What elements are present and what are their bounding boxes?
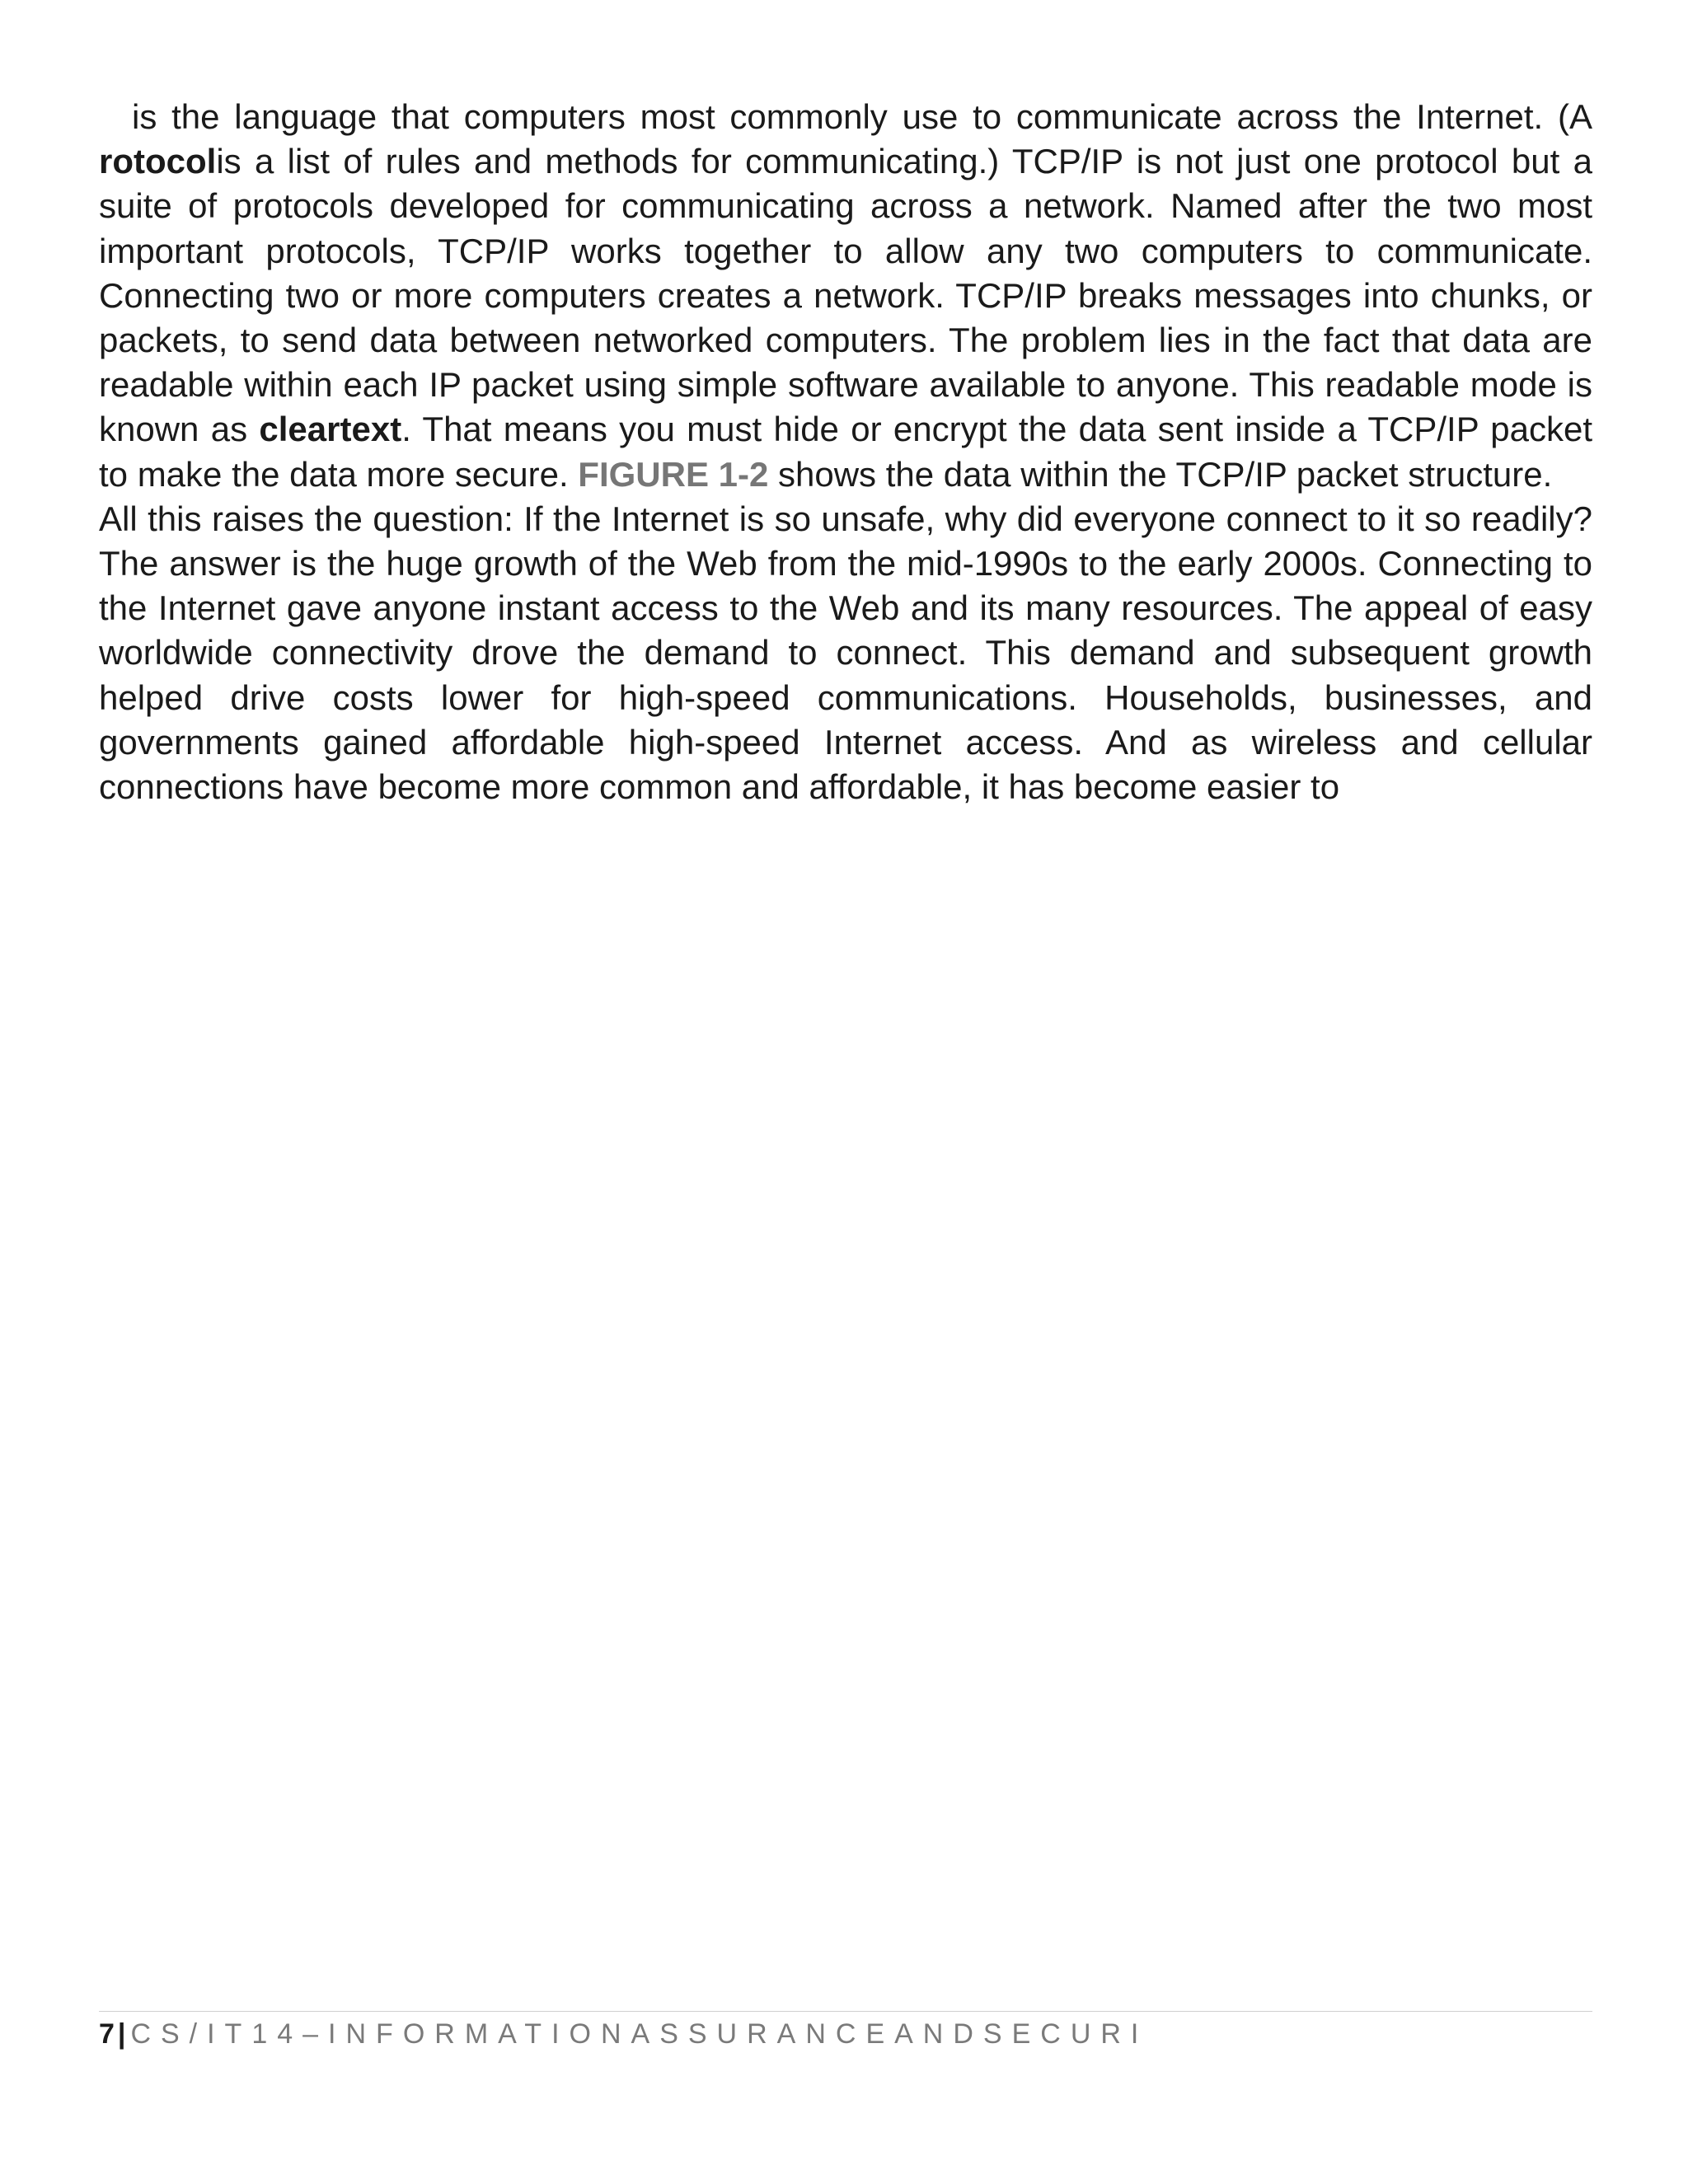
course-title: CS/IT14–INFORMATIONASSURANCEANDSECURI — [130, 2018, 1149, 2050]
footer-divider — [99, 2011, 1592, 2012]
term-protocol: rotocol — [99, 142, 217, 181]
body-text — [99, 95, 1592, 809]
paragraph-1 — [99, 95, 1592, 497]
paragraph-1-text-a: is the language that computers most commonly use to communicate across the Internet. (A — [132, 97, 1592, 136]
figure-reference: FIGURE 1-2 — [578, 454, 769, 494]
paragraph-2: All this raises the question: If the Internet is so unsafe, why did everyone connect to it so readily? The answer is the huge growth of the Web from the mid-1990s to the early 2000s. Connecting to the Internet gave anyone instant access to the Web and its many resources. The appeal of easy worldwide connectivity drove the demand to connect. This demand and subsequent growth helped drive costs lower for high-speed communications. Households, businesses, and governments gained affordable high-speed Internet access. And as wireless and cellular connections have become more common and affordable, it has become easier to — [99, 499, 1592, 807]
page-footer — [99, 2016, 1148, 2052]
footer-separator: | — [117, 2018, 126, 2050]
term-cleartext: cleartext — [259, 410, 402, 449]
paragraph-1-text-b: is a list of rules and methods for communicating.) TCP/IP is not just one protocol but a suite of protocols developed for communicating across a network. Named after the two most important protocols, TCP/IP works together to allow any two computers to communicate. Connecting two or more computers creates a network. TCP/IP breaks messages into chunks, or packets, to send data between networked computers. The problem lies in the fact that data are readable within each IP packet using simple software available to anyone. This readable mode is known as — [99, 142, 1592, 449]
paragraph-1-text-d: shows the data within the TCP/IP packet structure. — [768, 454, 1553, 494]
paragraph-1-text-c: . That means you must hide or encrypt the data sent inside a TCP/IP packet to make the data more secure. — [99, 410, 1593, 494]
page-number: 7 — [99, 2018, 115, 2050]
